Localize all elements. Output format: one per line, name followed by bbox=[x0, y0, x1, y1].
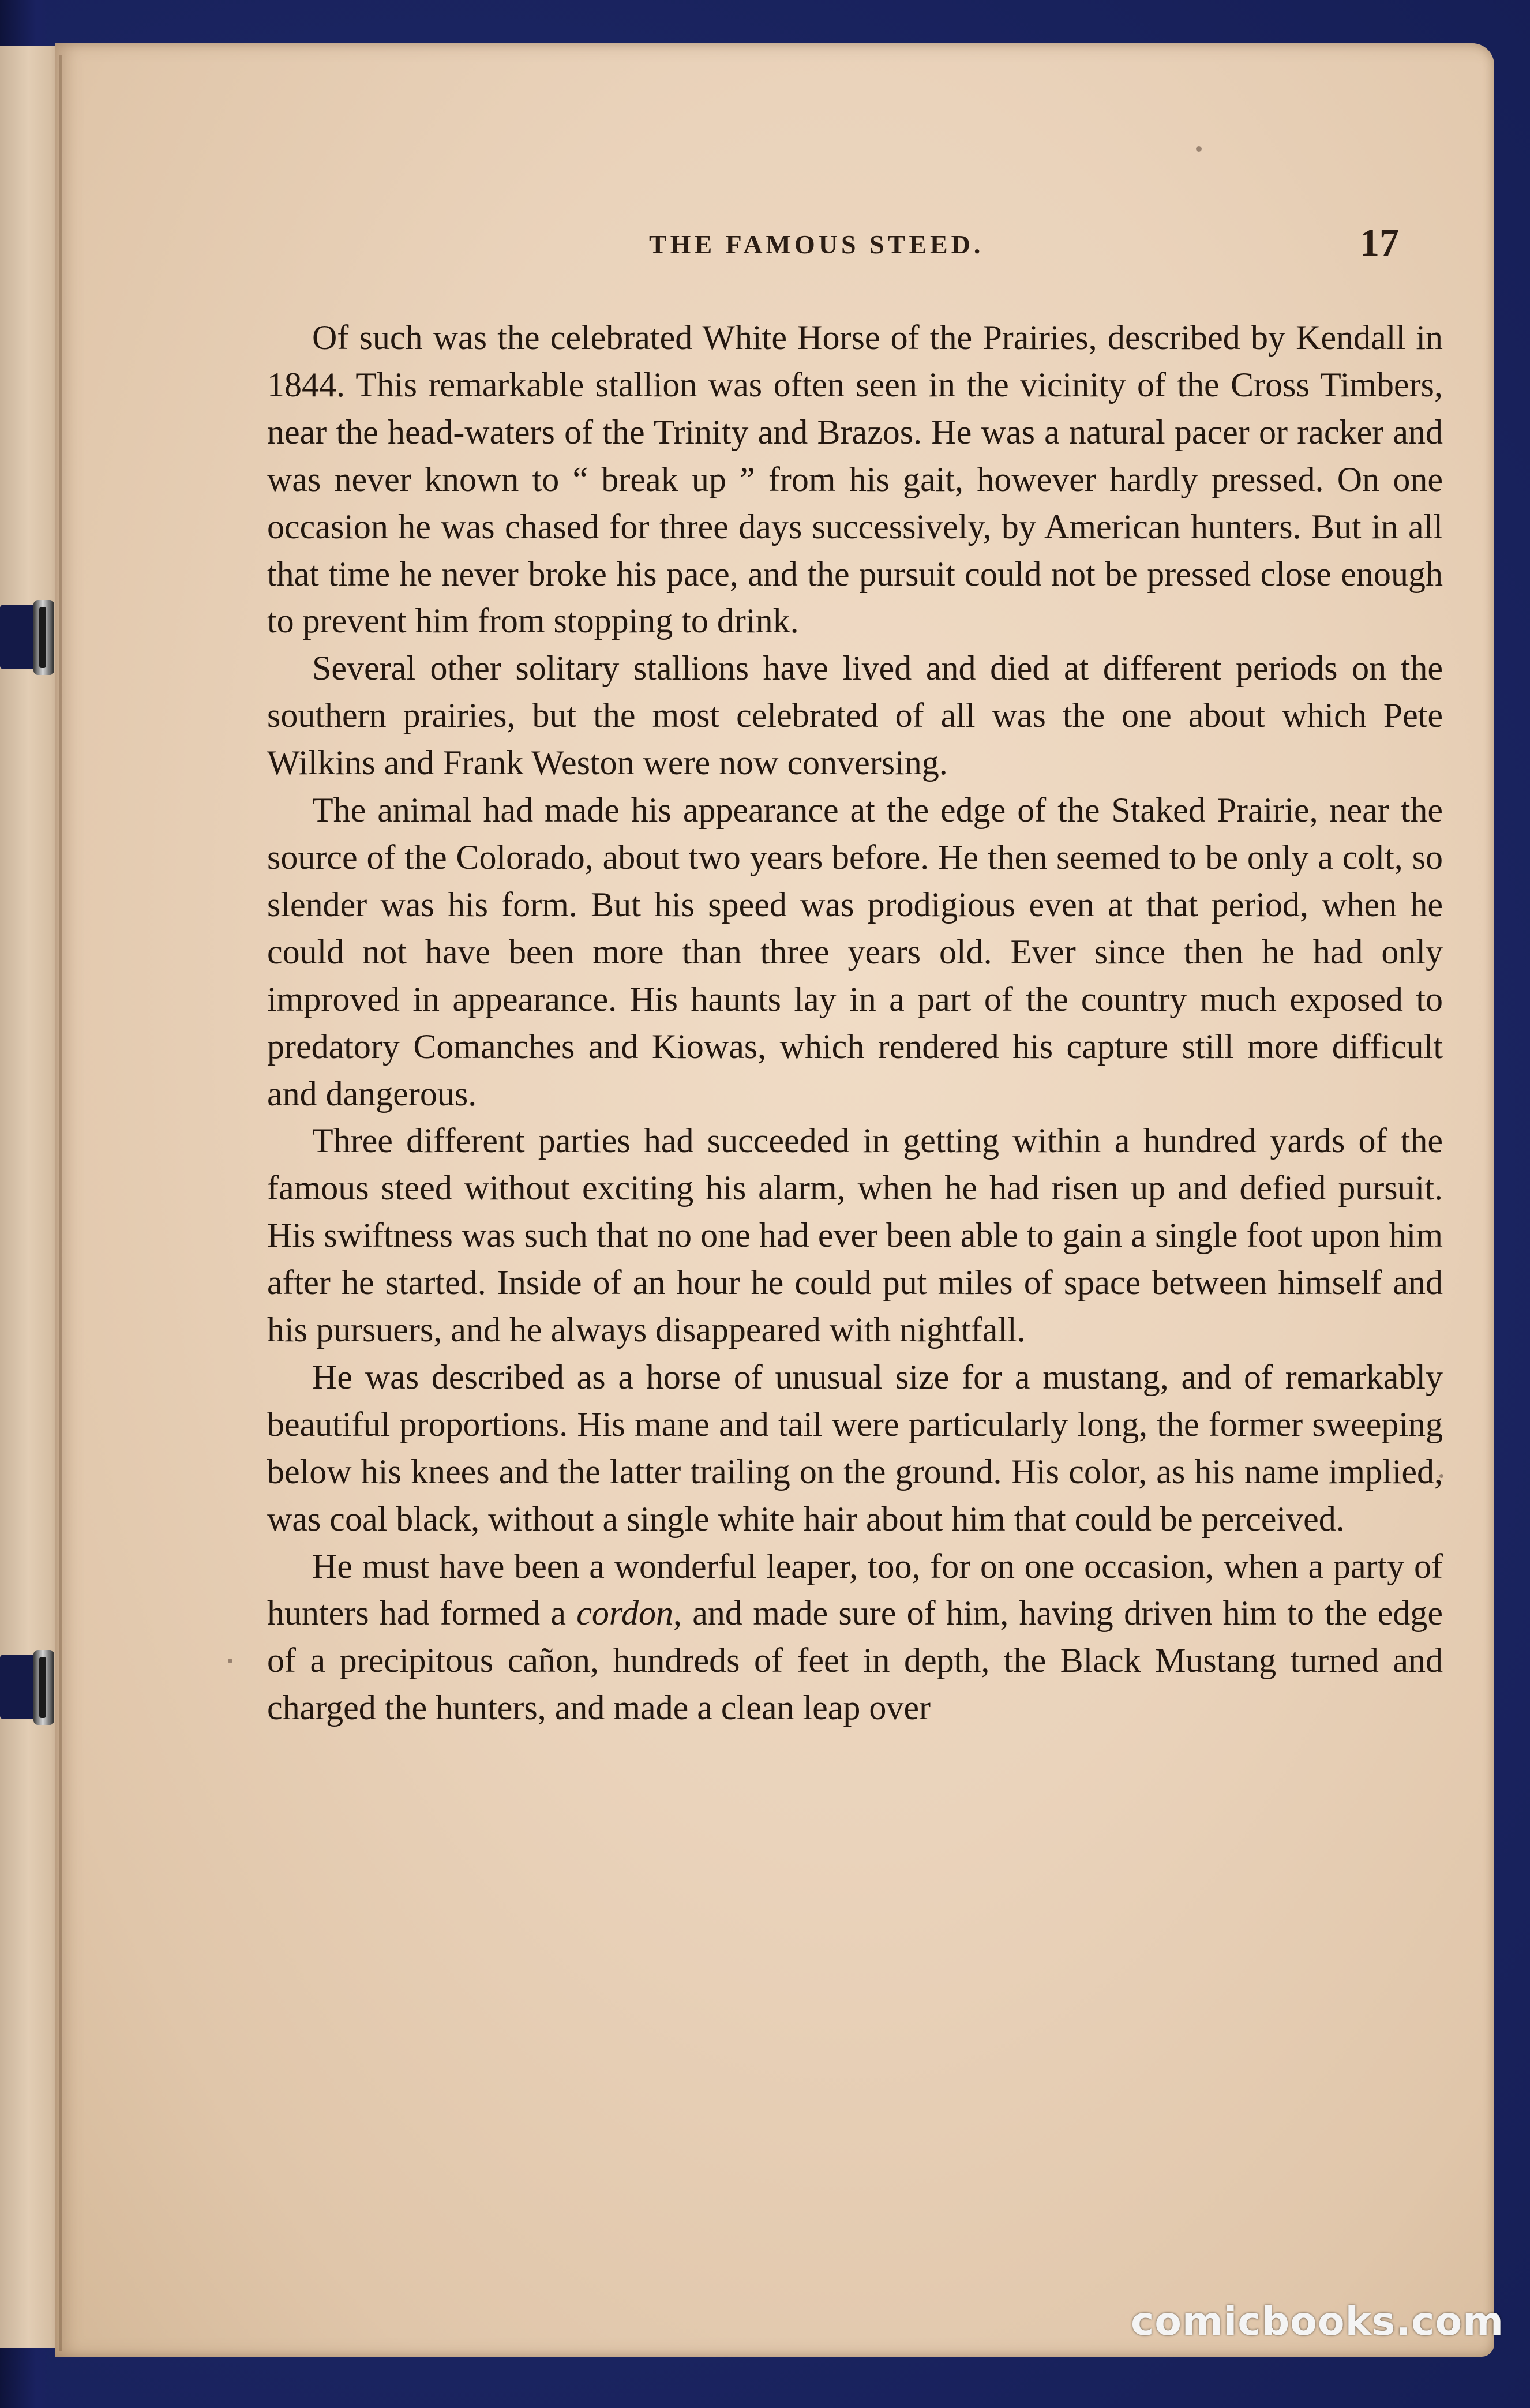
book-page bbox=[55, 43, 1494, 2357]
staple-hole bbox=[0, 605, 35, 669]
body-text bbox=[267, 314, 1443, 1732]
facing-page-edge bbox=[0, 46, 63, 2348]
paragraph: Of such was the celebrated White Horse of the Prairies, described by Kendall in 1844. This remarkable stallion was often seen in the vicinity of the Cross Timbers, near the head-waters of the Trinity and Brazos. He was a natural pacer or racker and was never known to “ break up ” from his gait, however hardly pressed. On one occasion he was chased for three days successively, by American hunters. But in all that time he never broke his pace, and the pursuit could not be pressed close enough to prevent him from stopping to drink. bbox=[267, 318, 1443, 640]
paper-speck bbox=[1439, 1474, 1443, 1478]
staple-wire bbox=[33, 1650, 54, 1725]
paper-speck bbox=[228, 1659, 232, 1663]
binding-staple-upper bbox=[0, 600, 69, 675]
binding-staple-lower bbox=[0, 1650, 69, 1725]
paper-speck bbox=[1196, 146, 1202, 152]
italic-word: cordon bbox=[576, 1594, 674, 1633]
paragraph-last bbox=[267, 1543, 1443, 1732]
text-run: , and made sure of him, having driven him to the edge of a precipitous cañon, hundreds of feet in depth, the Black Mustang turned and charged the hunters, and made a clean leap over bbox=[267, 1594, 1443, 1727]
paragraph: The animal had made his appearance at the edge of the Staked Prairie, near the source of the Colorado, about two years before. He then seemed to be only a colt, so slender was his form. But his speed was prodigious even at that period, when he could not have been more than three years old. Ever since then he had only improved in appearance. His haunts lay in a part of the country much exposed to predatory Comanches and Kiowas, which rendered his capture still more difficult and dangerous. bbox=[267, 791, 1443, 1113]
running-title: THE FAMOUS STEED. bbox=[649, 230, 984, 259]
running-head bbox=[55, 220, 1494, 273]
page-number: 17 bbox=[1360, 220, 1399, 264]
paragraph: Several other solitary stallions have lived and died at different periods on the southern prairies, but the most celebrated of all was the one about which Pete Wilkins and Frank Weston were now conversing. bbox=[267, 649, 1443, 782]
staple-wire bbox=[33, 600, 54, 675]
staple-hole bbox=[0, 1655, 35, 1719]
paragraph: Three different parties had succeeded in getting within a hundred yards of the famous steed without exciting his alarm, when he had risen up and defied pursuit. His swiftness was such that no one had ever been able to gain a single foot upon him after he started. Inside of an hour he could put miles of space between himself and his pursuers, and he always disappeared with nightfall. bbox=[267, 1122, 1443, 1349]
text-run: He must have been a wonderful leaper, too, for on one occasion, when a party of hunters had formed a bbox=[267, 1547, 1443, 1633]
site-watermark: comicbooks.com bbox=[1131, 2299, 1505, 2345]
paragraph: He was described as a horse of unusual size for a mustang, and of remarkably beautiful proportions. His mane and tail were particularly long, the former sweeping below his knees and the latter trailing on the ground. His color, as his name implied, was coal black, without a single white hair about him that could be perceived. bbox=[267, 1357, 1443, 1538]
gutter-fold bbox=[59, 55, 62, 2351]
